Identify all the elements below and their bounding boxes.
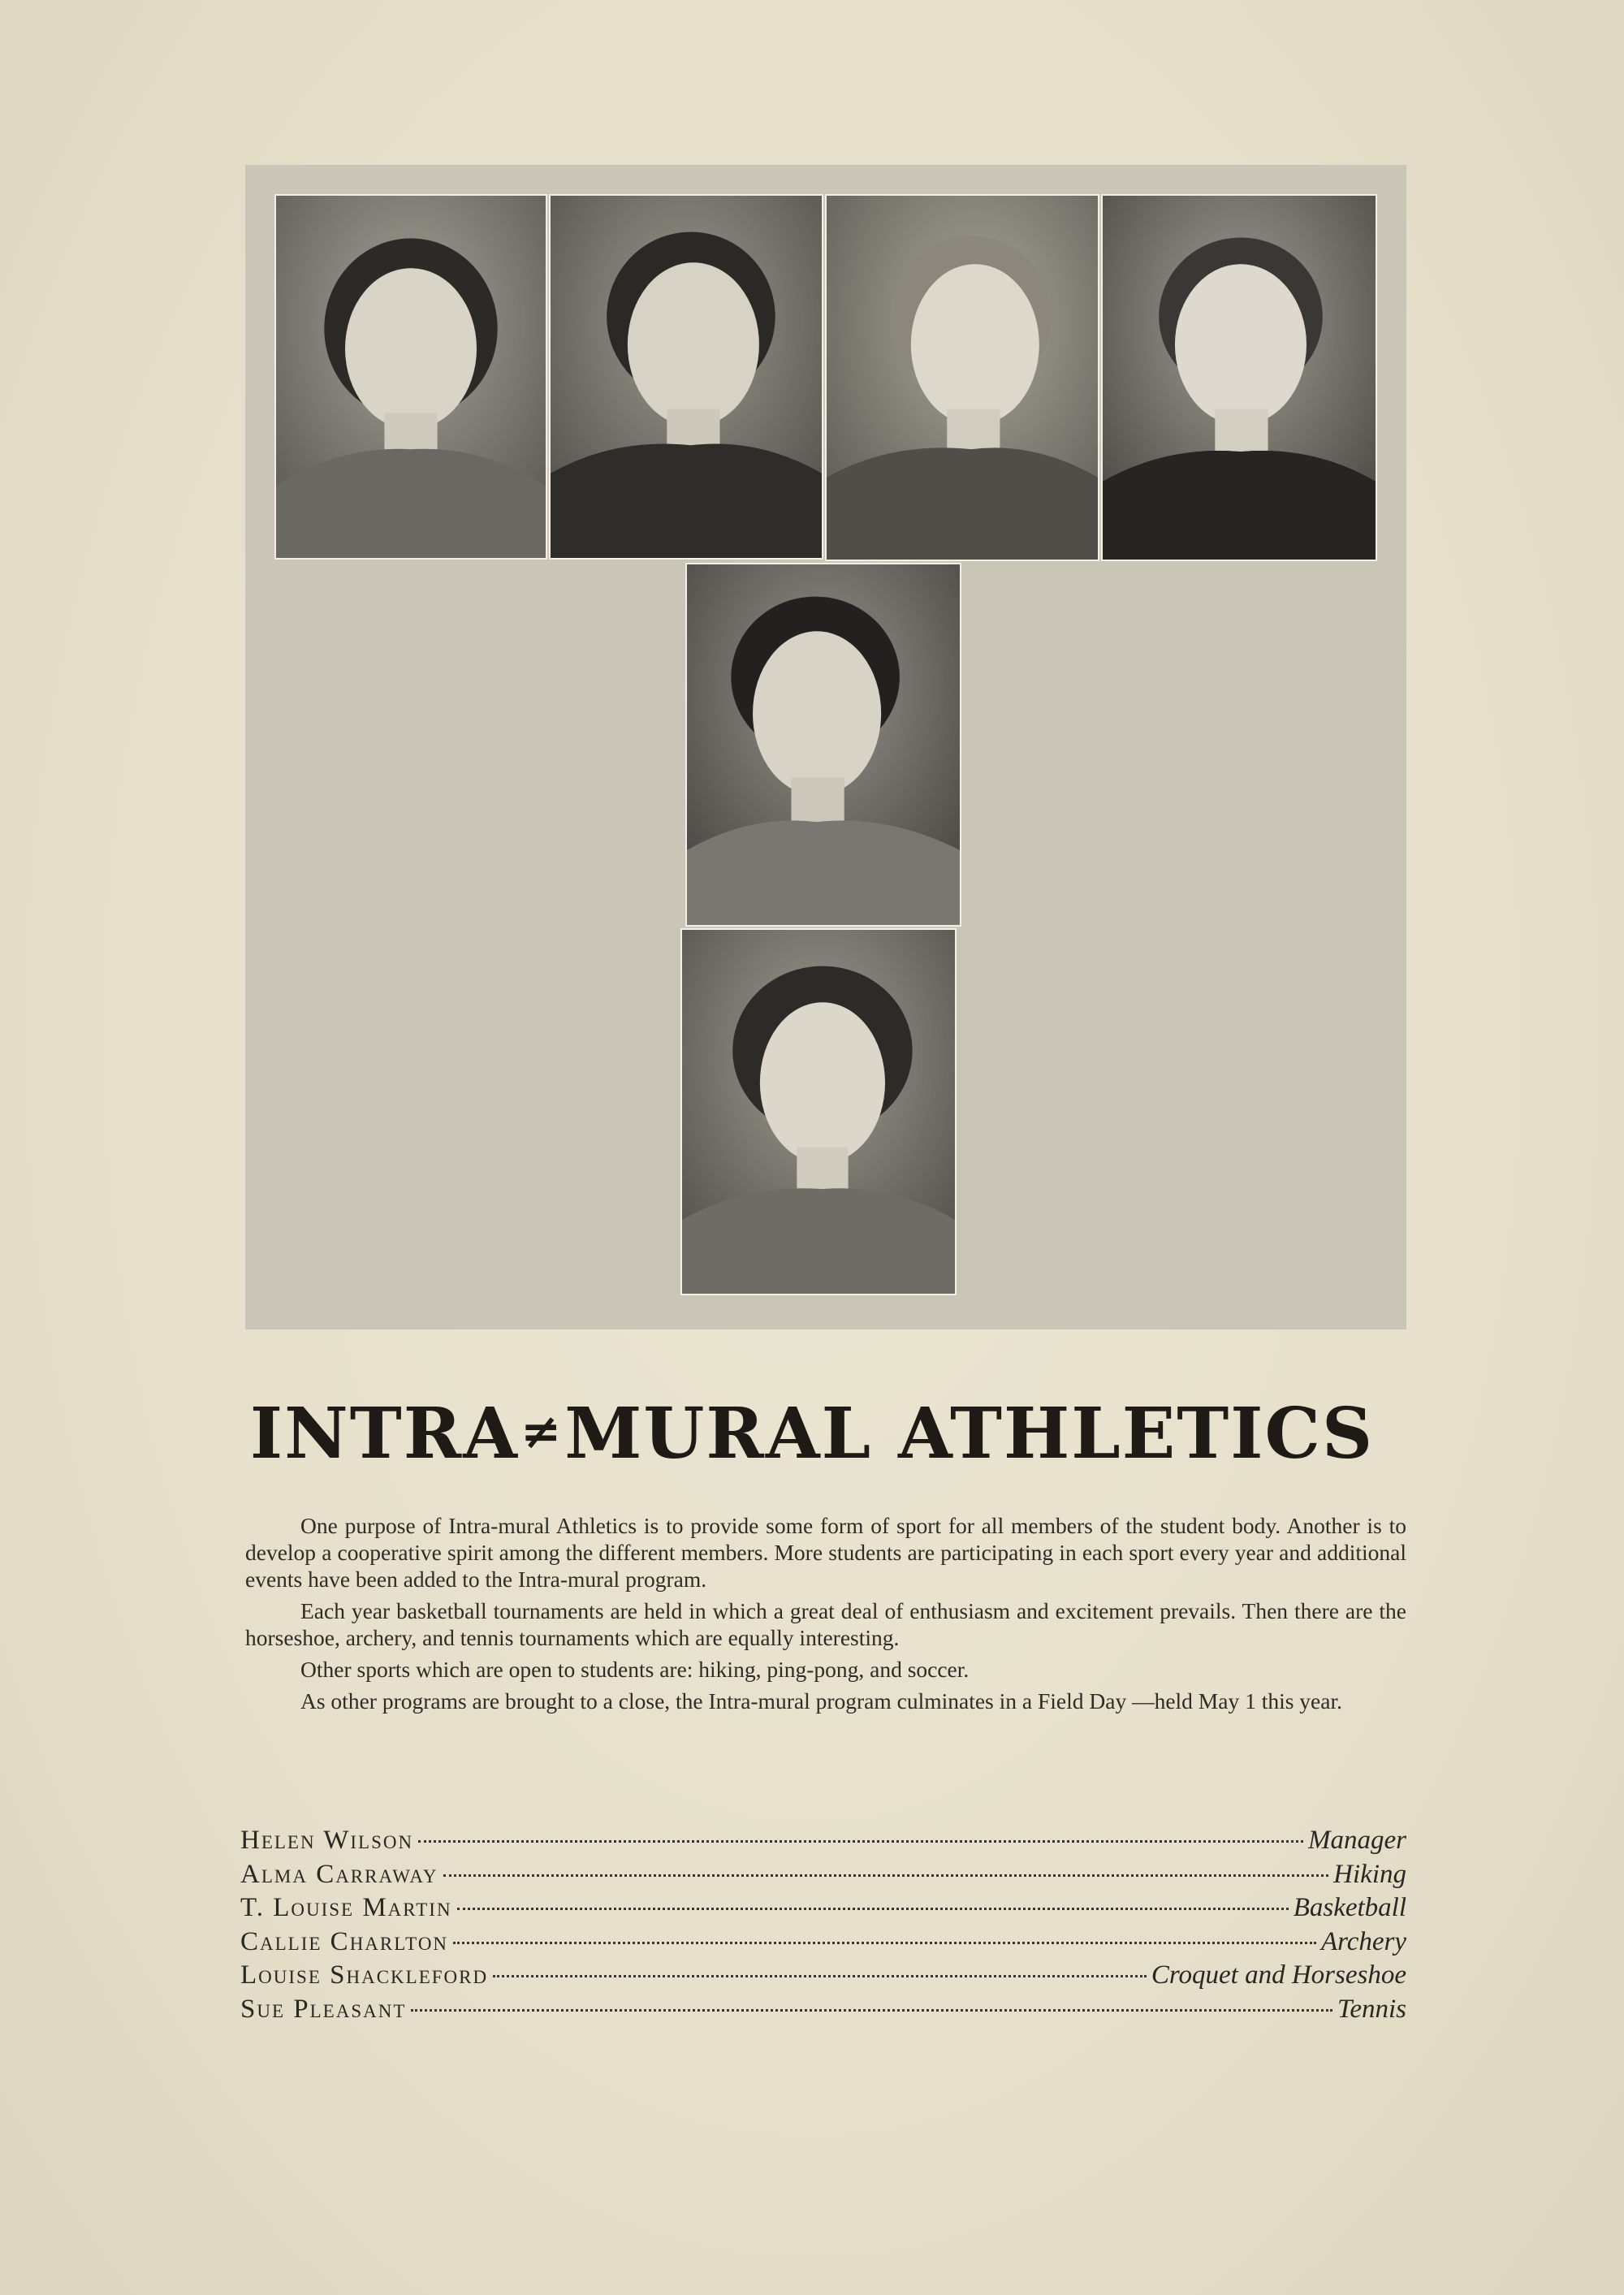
portrait-1 xyxy=(274,194,547,560)
roster-name: Alma Carraway xyxy=(240,1859,438,1889)
roster-name: Sue Pleasant xyxy=(240,1994,407,2024)
portrait-2 xyxy=(549,194,823,560)
portrait-6 xyxy=(680,928,957,1295)
dot-leader xyxy=(493,1975,1147,1977)
roster-row xyxy=(240,1860,1406,1894)
portrait-4 xyxy=(1101,194,1377,561)
portrait-5 xyxy=(685,563,961,927)
roster-name: Louise Shackleford xyxy=(240,1960,489,1990)
roster-name: Helen Wilson xyxy=(240,1826,414,1855)
roster-name: Callie Charlton xyxy=(240,1926,449,1956)
title-part-2: MURAL ATHLETICS xyxy=(564,1393,1375,1475)
dot-leader xyxy=(453,1942,1316,1944)
roster-row xyxy=(240,1960,1406,1995)
roster-row xyxy=(240,1893,1406,1927)
paragraph: One purpose of Intra-mural Athletics is to provide some form of sport for all members of the student body. Another is to develop a cooperative spirit among the different members. More students are participating in each sport every year and additional events have been added to the Intra-mural program. xyxy=(245,1513,1406,1592)
title-part-1: INTRA xyxy=(249,1393,519,1475)
page-title xyxy=(0,1393,1624,1475)
officer-roster xyxy=(240,1826,1406,2028)
roster-role: Tennis xyxy=(1337,1994,1406,2024)
roster-role: Croquet and Horseshoe xyxy=(1151,1960,1406,1990)
roster-role: Archery xyxy=(1320,1926,1406,1956)
roster-row xyxy=(240,1826,1406,1860)
dot-leader xyxy=(457,1908,1289,1910)
photo-panel xyxy=(245,165,1406,1329)
dot-leader xyxy=(443,1874,1329,1877)
paragraph: As other programs are brought to a close, the Intra-mural program culminates in a Field Day —held May 1 this year. xyxy=(300,1688,1342,1714)
dot-leader xyxy=(418,1840,1303,1843)
roster-role: Manager xyxy=(1308,1826,1406,1855)
roster-role: Basketball xyxy=(1293,1893,1406,1922)
title-separator-mark: ≠ xyxy=(520,1403,564,1460)
roster-name: T. Louise Martin xyxy=(240,1893,452,1922)
portrait-3 xyxy=(825,194,1099,561)
paragraph: Each year basketball tournaments are held in which a great deal of enthusiasm and excitement prevails. Then there are the horseshoe, archery, and tennis tournaments which are equally interesting. xyxy=(245,1598,1406,1650)
article-body xyxy=(245,1512,1406,1719)
roster-role: Hiking xyxy=(1333,1859,1406,1889)
paragraph: Other sports which are open to students are: hiking, ping-pong, and soccer. xyxy=(300,1657,970,1682)
dot-leader xyxy=(411,2009,1332,2012)
roster-row xyxy=(240,1927,1406,1961)
roster-row xyxy=(240,1995,1406,2029)
